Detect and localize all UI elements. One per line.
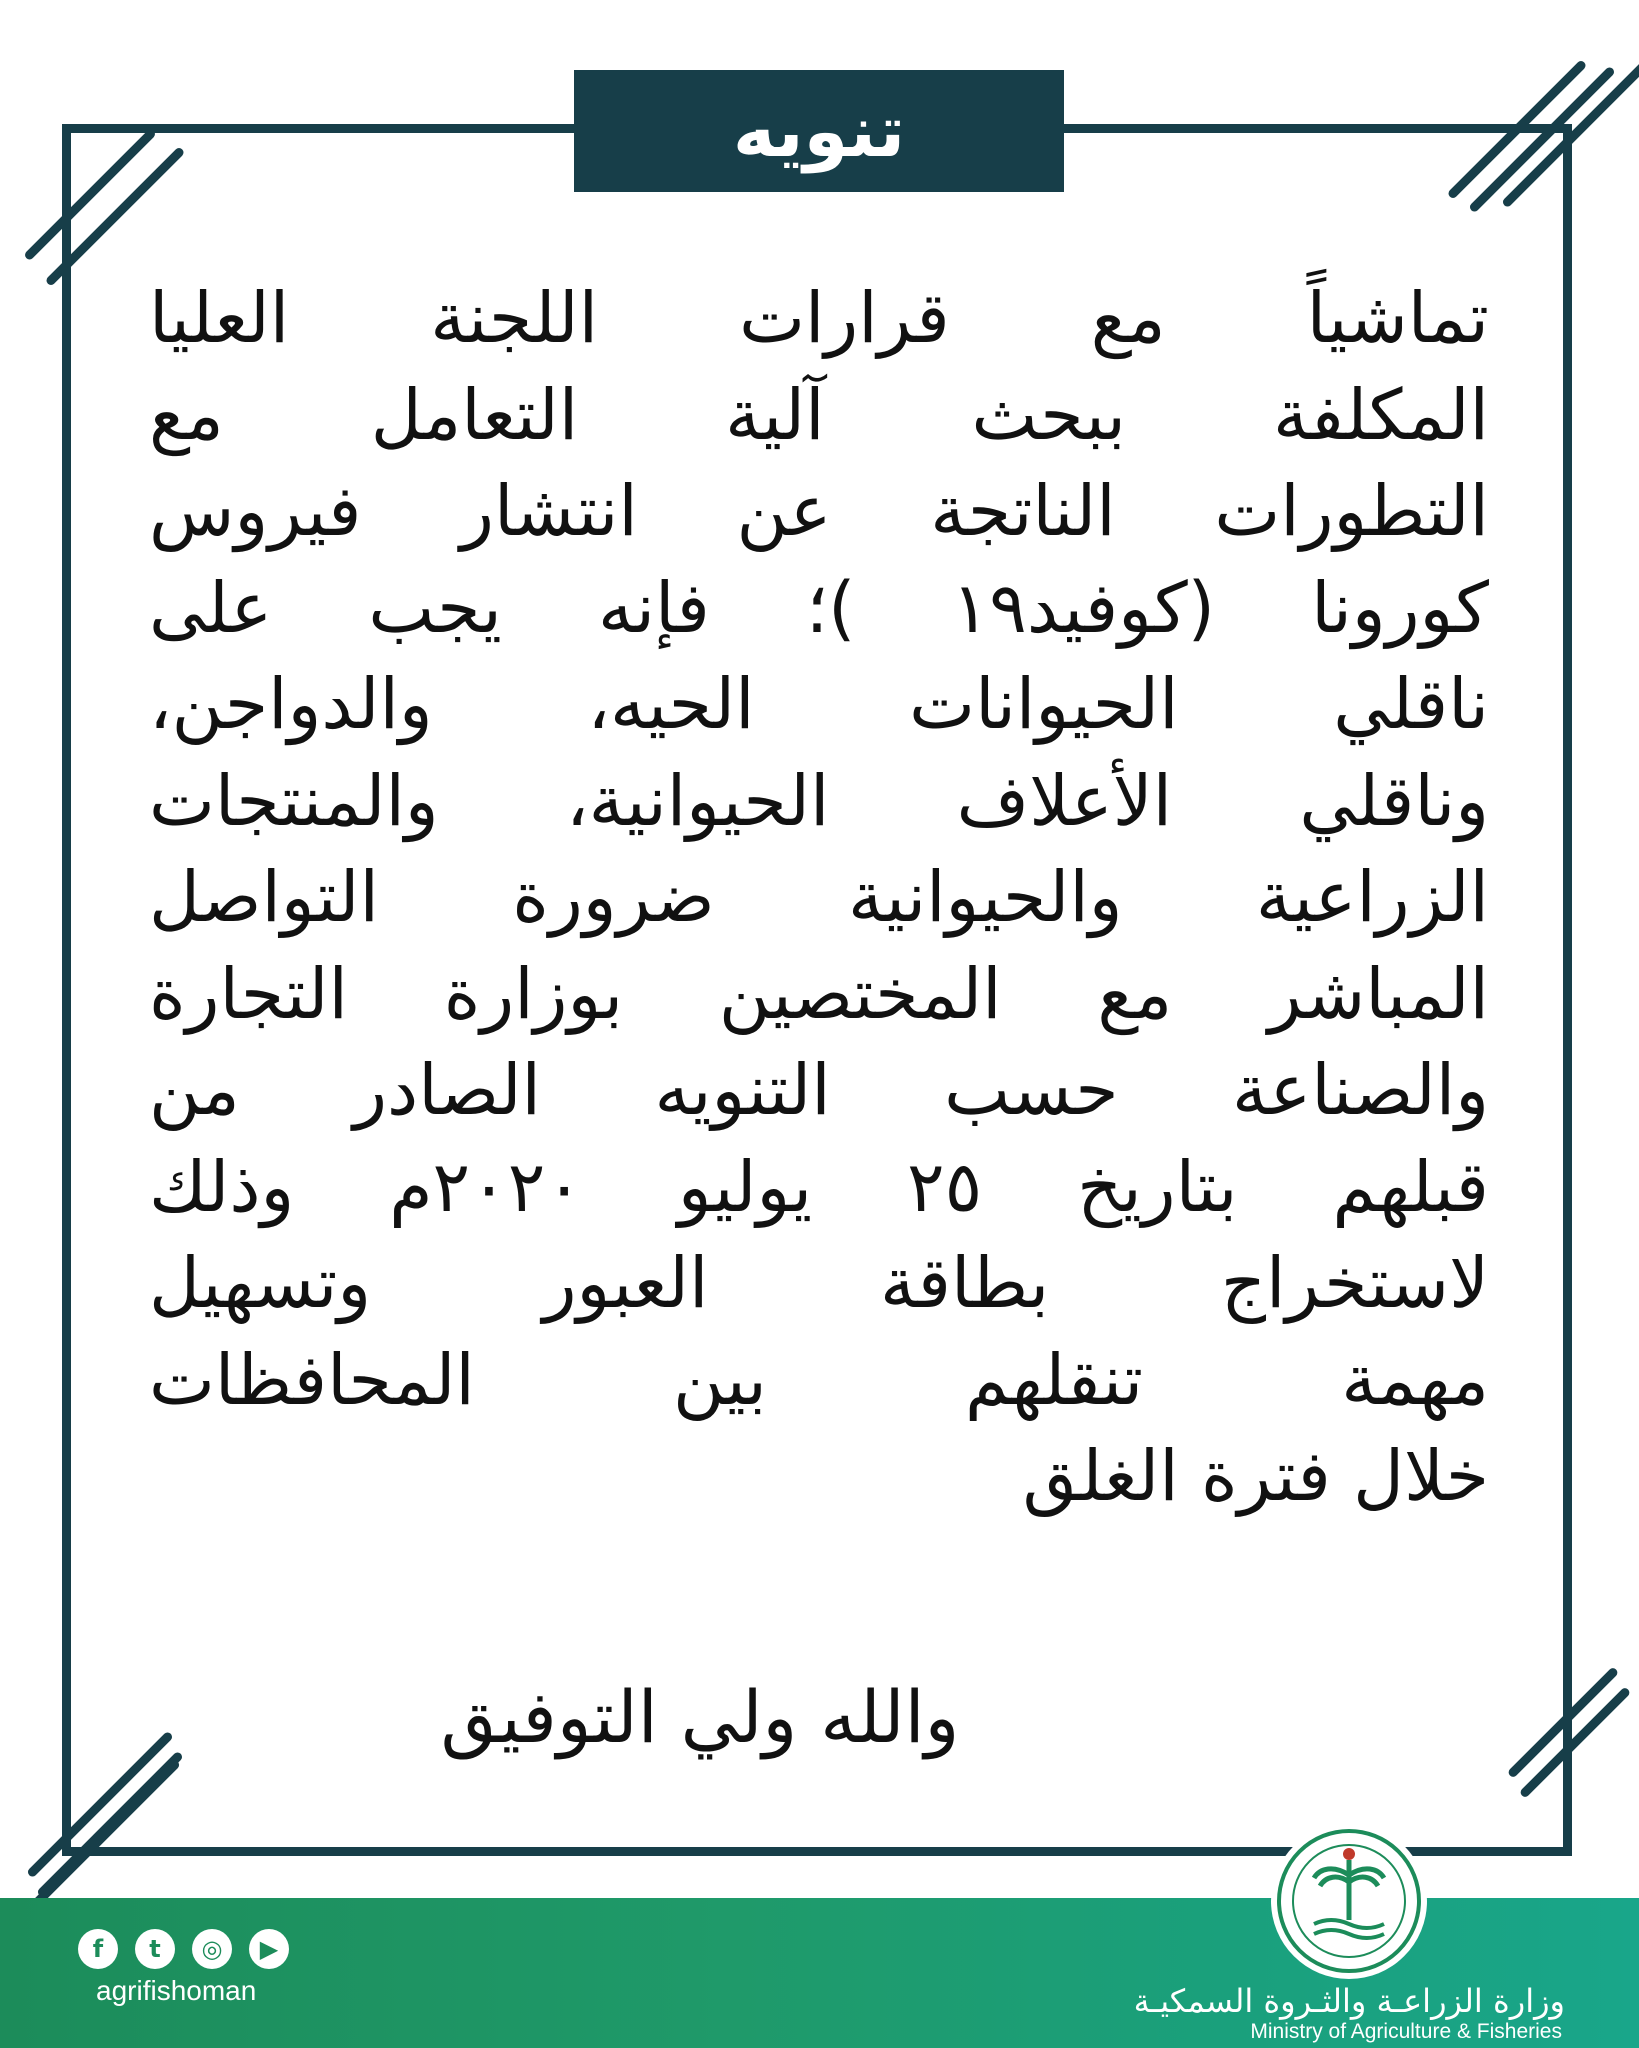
body-line: مهمة تنقلهم بين المحافظات xyxy=(149,1338,1489,1421)
body-line: الزراعية والحيوانية ضرورة التواصل xyxy=(149,856,1489,938)
body-line: المكلفة ببحث آلية التعامل مع xyxy=(149,373,1489,456)
instagram-icon[interactable]: ◎ xyxy=(192,1929,232,1969)
ministry-name-arabic: وزارة الزراعـة والثـروة السمكيـة xyxy=(1133,1982,1565,2020)
notice-title: تنويه xyxy=(732,89,906,173)
facebook-icon[interactable]: f xyxy=(78,1929,118,1969)
ministry-emblem-icon xyxy=(1268,1820,1430,1982)
body-line: التطورات الناتجة عن انتشار فيروس xyxy=(149,470,1489,552)
social-handle: agrifishoman xyxy=(96,1975,257,2006)
body-line: قبلهم بتاريخ ٢٥ يوليو ٢٠٢٠م وذلك xyxy=(149,1145,1490,1228)
ministry-name-english: Ministry of Agriculture & Fisheries xyxy=(1250,2020,1562,2043)
title-banner xyxy=(574,70,1064,192)
youtube-icon[interactable]: ▶ xyxy=(249,1929,289,1969)
twitter-icon[interactable]: t xyxy=(135,1929,175,1969)
body-line: وناقلي الأعلاف الحيوانية، والمنتجات xyxy=(149,759,1489,842)
notice-body xyxy=(149,270,1489,1525)
social-icons xyxy=(78,1929,289,1969)
body-line: خلال فترة الغلق xyxy=(1022,1435,1489,1517)
body-line: ناقلي الحيوانات الحيه، والدواجن، xyxy=(149,663,1489,745)
body-line: لاستخراج بطاقة العبور وتسهيل xyxy=(149,1242,1489,1324)
closing-phrase: والله ولي التوفيق xyxy=(440,1675,960,1759)
body-line: كورونا (كوفيد١٩ )؛ فإنه يجب على xyxy=(149,566,1489,649)
body-line: تماشياً مع قرارات اللجنة العليا xyxy=(149,277,1489,359)
body-line: والصناعة حسب التنويه الصادر من xyxy=(149,1049,1489,1131)
body-line: المباشر مع المختصين بوزارة التجارة xyxy=(149,952,1489,1035)
